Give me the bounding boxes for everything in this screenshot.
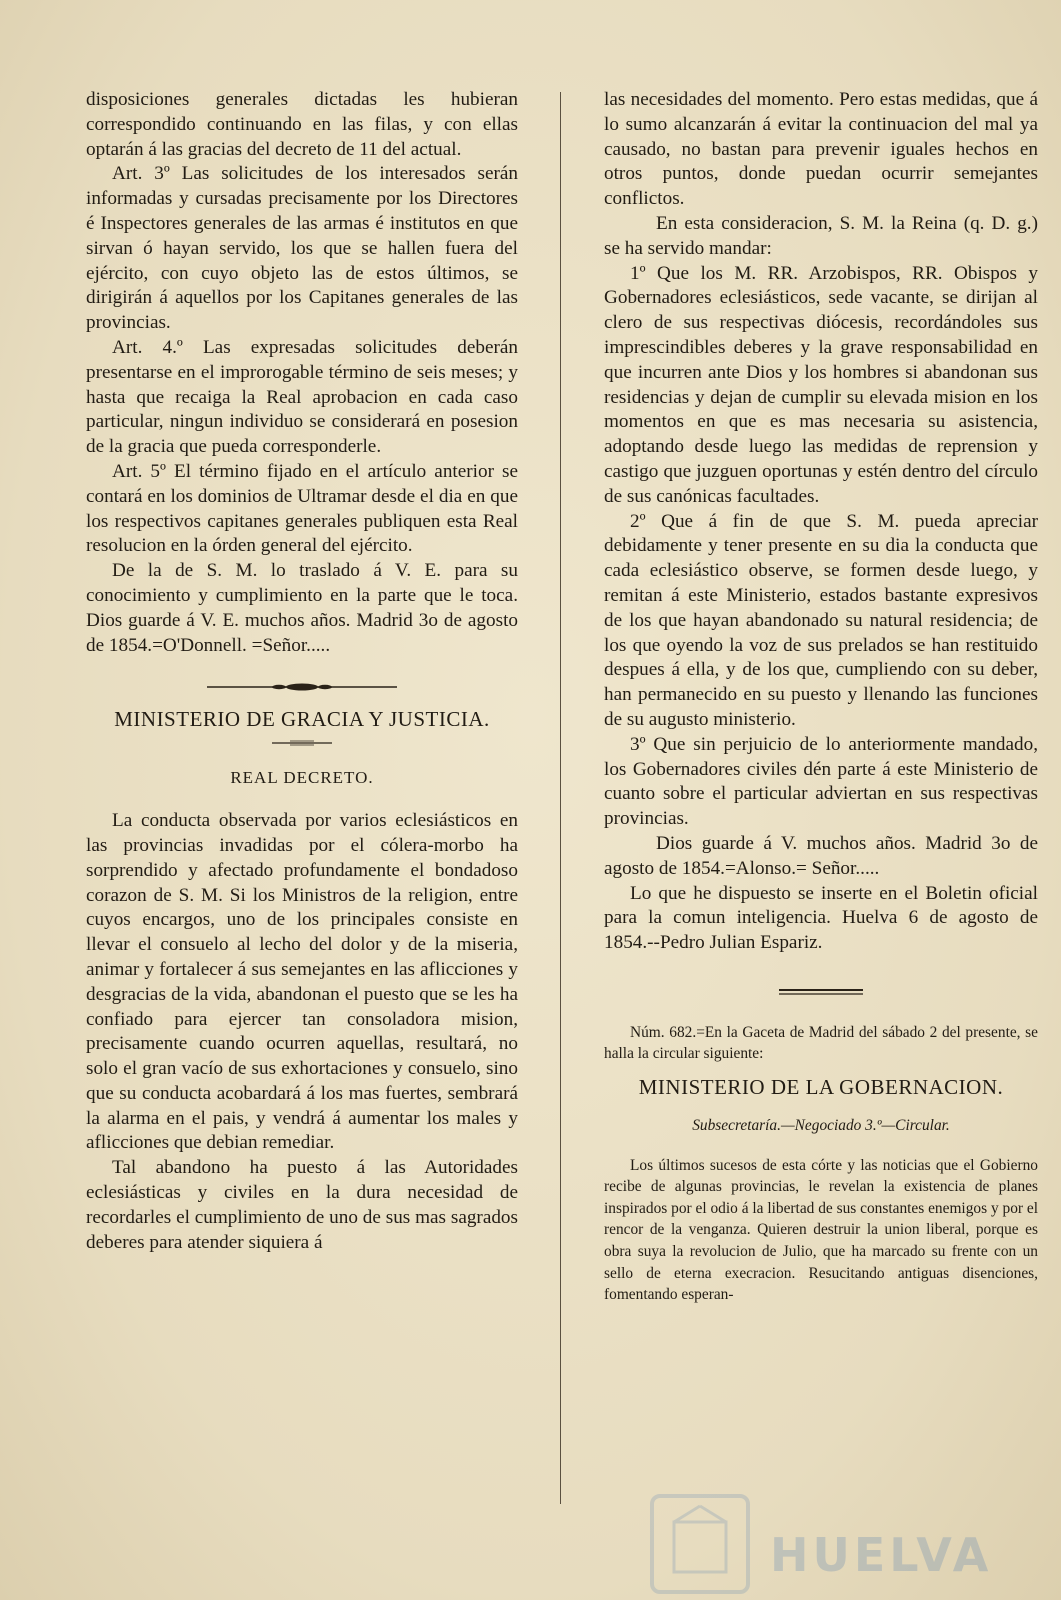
- decree-heading: REAL DECRETO.: [230, 768, 374, 788]
- order-2: 2º Que á fin de que S. M. pueda apreciar debidamente y tener presente en su dia la conducta que cada eclesiástico observe, se formen desde luego, y remitan á este Ministerio, estados bastante expresivos de los que hayan abandonado su natural residencia; de los que oyendo la voz de sus prelados se han restituido despues á ella, y de los que, cumpliendo con su deber, han permanecido en su puesto y llenando las funciones de su augusto ministerio.: [604, 510, 1038, 730]
- order-1: 1º Que los M. RR. Arzobispos, RR. Obispos y Gobernadores eclesiásticos, sede vacante, se dirijan al clero de sus respectivas diócesis, recordándoles sus imprescindibles deberes y la grave responsabilidad en que incurren ante Dios y los hombres si abandonan sus residencias y dejan de cumplir su elevada mision en los momentos en que es mas necesaria su asistencia, adoptando desde luego las medidas de reprension y castigo que juzguen oportunas y estén dentro del círculo de sus canónicas facultades.: [604, 262, 1038, 507]
- article-5: Art. 5º El término fijado en el artículo anterior se contará en los dominios de Ultramar desde el dia en que los respectivos capitanes generales publiquen esta Real resolucion en la órden general del ejército.: [86, 460, 518, 557]
- gazette-notice: Núm. 682.=En la Gaceta de Madrid del sábado 2 del presente, se halla la circular siguiente:: [604, 1023, 1038, 1063]
- closing-paragraph: De la de S. M. lo traslado á V. E. para su conocimiento y cumplimiento en la parte que le toca. Dios guarde á V. E. muchos años. Madrid 3o de agosto de 1854.=O'Donnell. =Señor.....: [86, 560, 518, 656]
- circular-paragraph: Los últimos sucesos de esta córte y las noticias que el Gobierno recibe de algunas provincias, le revelan la existencia de planes inspirados por el odio á la libertad de sus constantes enemigos y por el rencor de la venganza. Quieren destruir la union liberal, porque es obra suya la revolucion de Julio, que ha marcado su frente con un sello de eterna execracion. Resucitando antiguas disenciones, fomentando esperan-: [604, 1156, 1038, 1304]
- article-4: Art. 4.º Las expresadas solicitudes deberán presentarse en el improrogable término de seis meses; y hasta que recaiga la Real aprobacion en cada caso particular, ningun individuo se considerará en posesion de la gracia que pueda corresponderle.: [86, 336, 518, 458]
- sub-heading: Subsecretaría.—Negociado 3.º—Circular.: [692, 1116, 950, 1134]
- ministry-heading: MINISTERIO DE LA GOBERNACION.: [638, 1075, 1004, 1100]
- left-column: [86, 88, 518, 1255]
- paragraph: En esta consideracion, S. M. la Reina (q. D. g.) se ha servido mandar:: [604, 212, 1038, 259]
- signature-line: Dios guarde á V. muchos años. Madrid 3o de agosto de 1854.=Alonso.= Señor.....: [604, 832, 1038, 879]
- column-divider: [560, 92, 561, 1504]
- ornamental-rule: [207, 682, 397, 692]
- order-3: 3º Que sin perjuicio de lo anteriormente mandado, los Gobernadores civiles dén parte á este Ministerio de cuanto sobre el particular adviertan en sus respectivas provincias.: [604, 733, 1038, 830]
- paragraph: disposiciones generales dictadas les hubieran correspondido continuando en las filas, y con ellas optarán á las gracias del decreto de 11 del actual.: [86, 89, 518, 160]
- decree-paragraph: Tal abandono ha puesto á las Autoridades eclesiásticas y civiles en la dura necesidad de recordarles el cumplimiento de uno de sus mas sagrados deberes para atender siquiera á: [86, 1157, 518, 1253]
- right-column: [604, 88, 1038, 1306]
- decree-paragraph: La conducta observada por varios eclesiásticos en las provincias invadidas por el cólera-morbo ha sorprendido y afectado profundamente el bondadoso corazon de S. M. Si los Ministros de la religion, entre cuyos encargos, uno de los principales consiste en llevar el consuelo al lecho del dolor y de la miseria, animar y fortalecer á sus semejantes en las aflicciones y desgracias de la vida, abandonan el puesto que se les ha confiado para ejercer tan consoladora mision, precisamente cuando ocurren aquellas, resultará, no solo el gran vacío de sus exhortaciones y consuelo, sino que su conducta acobardará á los mas fuertes, sembrará la alarma en el pais, y vendrá á aumentar los males y aflicciones que debian remediar.: [86, 810, 518, 1154]
- watermark-text: HUELVA: [770, 1528, 993, 1582]
- small-rule: [272, 740, 332, 746]
- double-rule: [779, 988, 863, 996]
- article-3: Art. 3º Las solicitudes de los interesados serán informadas y cursadas precisamente por los Directores é Inspectores generales de las armas é institutos en que sirvan ó hayan servido, los que se hallen fuera del ejército, con cuyo objeto las de estos últimos, se dirigirán á aquellos por los Capitanes generales de las provincias.: [86, 163, 518, 334]
- paragraph: Lo que he dispuesto se inserte en el Boletin oficial para la comun inteligencia. Huelva 6 de agosto de 1854.--Pedro Julian Espariz.: [604, 882, 1038, 954]
- paragraph: las necesidades del momento. Pero estas medidas, que á lo sumo alcanzarán á evitar la continuacion del mal ya causado, no bastan para prevenir iguales hechos en otros puntos, donde puedan ocurrir semejantes conflictos.: [604, 89, 1038, 210]
- ministry-heading: MINISTERIO DE GRACIA Y JUSTICIA.: [114, 707, 490, 732]
